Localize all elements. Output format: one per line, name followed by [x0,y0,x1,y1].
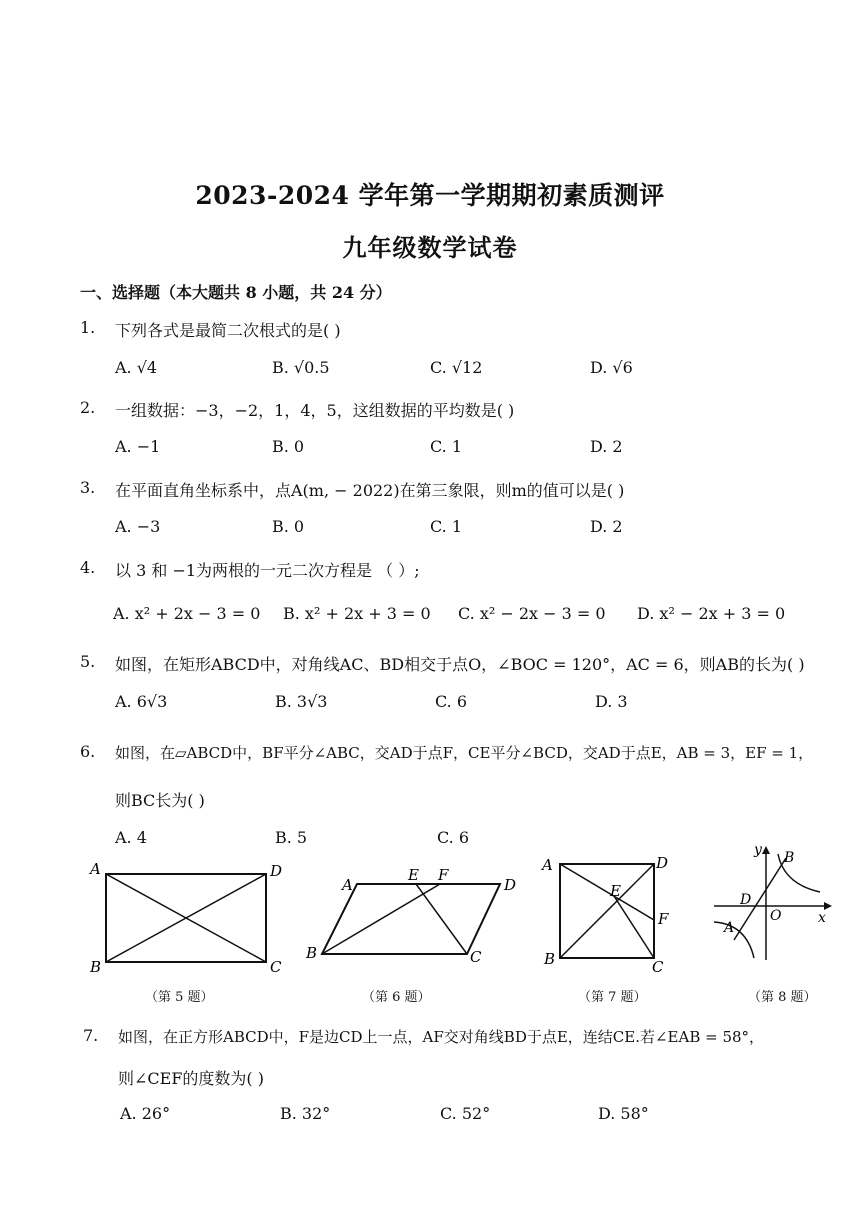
figure-6-caption: （第 6 题） [362,990,431,1005]
line-ce [416,884,467,954]
figure-5-rectangle [88,858,288,978]
option-d: D. 2 [590,437,623,456]
option-c: C. √12 [430,358,483,377]
figure-5-caption: （第 5 题） [145,990,214,1005]
question-5 [80,652,805,674]
question-2 [80,398,515,420]
question-text: 以 3 和 −1为两根的一元二次方程是 （ ）; [115,561,420,580]
option-a: A. 4 [115,828,147,847]
label-a: A [342,876,353,894]
question-number: 4. [80,558,96,577]
label-e: E [408,866,419,884]
label-c: C [470,948,482,966]
label-b: B [90,958,102,976]
option-b: B. 0 [272,517,305,536]
figure-7-square [538,852,678,977]
figure-6-parallelogram [302,860,522,970]
question-7 [83,1026,765,1046]
question-number: 2. [80,398,96,417]
question-text: 如图，在正方形ABCD中，F是边CD上一点，AF交对角线BD于点E，连结CE.若∠EAB = 58°， [118,1028,765,1046]
question-text: 如图，在▱ABCD中，BF平分∠ABC，交AD于点F，CE平分∠BCD，交AD于点E，AB = 3，EF = 1， [115,744,814,762]
question-text: 下列各式是最简二次根式的是( ) [115,321,341,340]
option-b: B. 32° [280,1104,331,1123]
label-b: B [544,950,556,968]
question-3 [80,478,625,500]
parallelogram-abcd [322,884,500,954]
label-f: F [438,866,449,884]
question-number: 3. [80,478,96,497]
option-a: A. 6√3 [115,692,168,711]
option-c: C. 6 [437,828,470,847]
figure-7-caption: （第 7 题） [578,990,647,1005]
label-a: A [724,920,735,936]
question-4 [80,558,420,580]
y-axis-arrow [762,846,770,854]
question-6-continued: 则BC长为( ) [115,791,205,810]
label-o: O [770,908,782,924]
label-a: A [90,860,101,878]
option-d: D. x² − 2x + 3 = 0 [637,604,786,623]
question-6 [80,742,814,762]
label-b: B [306,944,318,962]
question-text: 在平面直角坐标系中，点A(m, − 2022)在第三象限，则m的值可以是( ) [115,481,625,500]
exam-subtitle: 九年级数学试卷 [342,233,518,262]
label-c: C [270,958,282,976]
option-a: A. √4 [115,358,158,377]
label-b: B [784,850,795,866]
label-y: y [754,842,762,858]
option-c: C. 6 [435,692,468,711]
label-x: x [818,910,826,926]
figure-8-coordinate-graph [710,840,838,970]
option-d: D. 2 [590,517,623,536]
question-number: 6. [80,742,96,761]
question-number: 7. [83,1026,99,1045]
question-text: 一组数据：−3，−2，1，4，5，这组数据的平均数是( ) [115,401,515,420]
option-d: D. 58° [598,1104,649,1123]
option-b: B. 3√3 [275,692,328,711]
label-d: D [740,892,752,908]
section-heading: 一、选择题（本大题共 8 小题，共 24 分） [80,283,392,302]
option-c: C. 1 [430,437,463,456]
question-7-continued: 则∠CEF的度数为( ) [118,1069,265,1088]
line-ce [614,896,654,958]
option-d: D. 3 [595,692,628,711]
option-a: A. 26° [120,1104,171,1123]
label-d: D [656,854,669,872]
option-c: C. 52° [440,1104,491,1123]
question-text: 如图，在矩形ABCD中，对角线AC、BD相交于点O，∠BOC = 120°，AC = 6，则AB的长为( ) [115,655,805,674]
option-a: A. −3 [115,517,161,536]
option-b: B. 5 [275,828,308,847]
option-b: B. x² + 2x + 3 = 0 [283,604,431,623]
question-number: 5. [80,652,96,671]
label-c: C [652,958,664,976]
label-d: D [504,876,517,894]
label-a: A [542,856,553,874]
option-b: B. √0.5 [272,358,330,377]
label-e: E [610,882,621,900]
label-d: D [270,862,283,880]
label-f: F [658,910,669,928]
option-c: C. 1 [430,517,463,536]
question-number: 1. [80,318,96,337]
option-a: A. x² + 2x − 3 = 0 [113,604,261,623]
option-d: D. √6 [590,358,633,377]
question-1 [80,318,341,340]
x-axis-arrow [824,902,832,910]
figure-8-caption: （第 8 题） [748,990,817,1005]
option-a: A. −1 [115,437,161,456]
exam-title: 2023-2024 学年第一学期期初素质测评 [195,181,665,210]
option-c: C. x² − 2x − 3 = 0 [458,604,606,623]
option-b: B. 0 [272,437,305,456]
